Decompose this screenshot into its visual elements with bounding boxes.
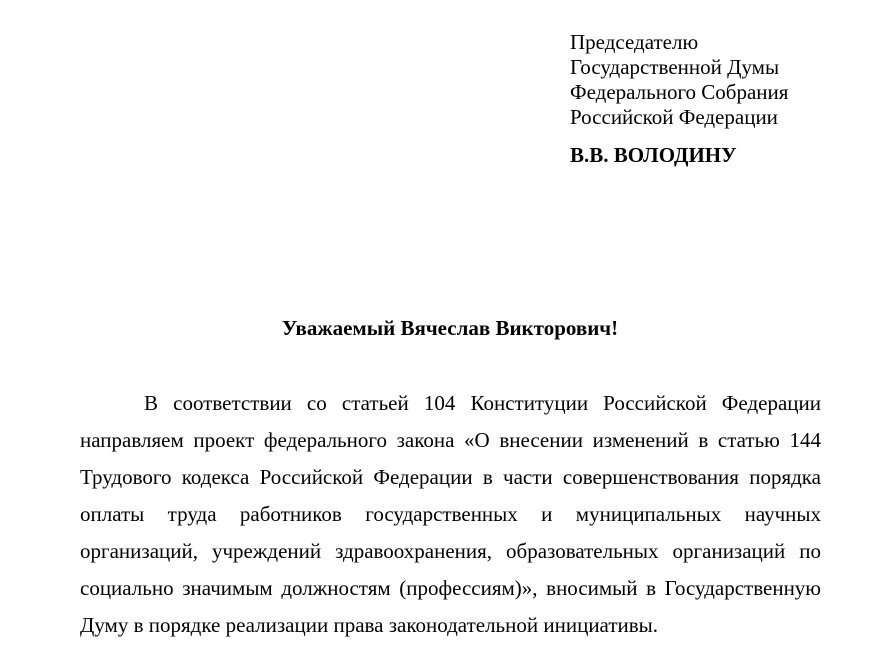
addressee-line-1: Председателю [570, 30, 699, 54]
body-line-5: организаций, учреждений здравоохранения, образовательных организаций по [80, 539, 821, 563]
recipient-name: В.В. ВОЛОДИНУ [570, 143, 737, 167]
body-line-2: направляем проект федерального закона «О внесении изменений в статью 144 [80, 428, 821, 452]
letter-body [80, 389, 821, 648]
body-line-7: Думу в порядке реализации права законодательной инициативы. [80, 613, 659, 637]
body-line-1: В соответствии со статьей 104 Конституции Российской Федерации [144, 391, 821, 415]
body-line-4: оплаты труда работников государственных и муниципальных научных [80, 502, 821, 526]
addressee-line-4: Российской Федерации [570, 105, 778, 129]
addressee-line-3: Федерального Собрания [570, 80, 789, 104]
body-line-3: Трудового кодекса Российской Федерации в части совершенствования порядка [80, 465, 821, 489]
addressee-line-2: Государственной Думы [570, 55, 780, 79]
addressee-block [570, 30, 788, 130]
body-line-6: социально значимым должностям (профессиям)», вносимый в Государственную [80, 576, 821, 600]
salutation: Уважаемый Вячеслав Викторович! [281, 316, 619, 340]
